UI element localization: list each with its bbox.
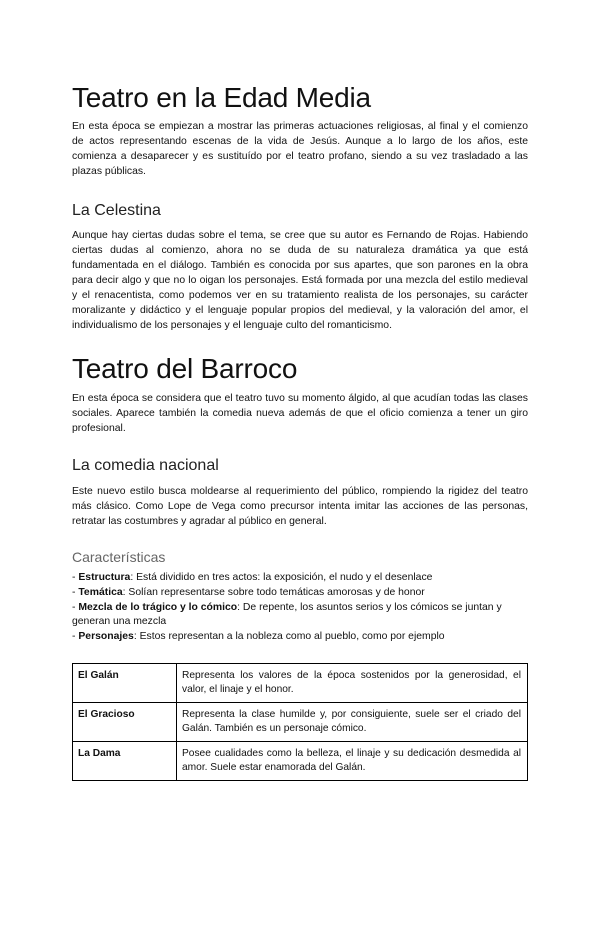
bullet-prefix: - bbox=[72, 601, 79, 613]
list-item bbox=[72, 571, 528, 586]
subsection-title-comedia: La comedia nacional bbox=[72, 457, 219, 474]
bullet-prefix: - bbox=[72, 586, 79, 598]
item-label: Temática bbox=[78, 586, 123, 598]
item-label: Mezcla de lo trágico y lo cómico bbox=[78, 601, 238, 613]
characters-table bbox=[72, 663, 528, 781]
celestina-text: Aunque hay ciertas dudas sobre el tema, se cree que su autor es Fernando de Rojas. Habiendo ciertas dudas al comienzo, ahora no se duda de su naturaleza dramática ya que está fundamentada en el diálogo. También es conocida por sus apartes, que son parones en la obra para decir algo y que no lo oigan los personajes. Está formada por una mezcla del estilo medieval y el renacentista, como podemos ver en su tratamiento realista de los personajes, su carácter moralizante y didáctico y el lenguaje popular propios del medieval, y la valoración del amor, el individualismo de los personajes y el lenguaje culto del romanticismo. bbox=[72, 230, 528, 331]
table-row bbox=[73, 702, 528, 741]
comedia-text: Este nuevo estilo busca moldearse al requerimiento del público, rompiendo la rigidez del teatro más clásico. Como Lope de Vega como precursor intenta imitar las acciones de las personas, retratar las costumbres y agradar al público en general. bbox=[72, 486, 528, 527]
characteristics-list bbox=[72, 571, 528, 645]
subsection-title-celestina: La Celestina bbox=[72, 202, 161, 219]
role-description: Representa los valores de la época sostenidos por la generosidad, el valor, el linaje y el honor. bbox=[177, 663, 528, 702]
role-name: El Galán bbox=[73, 663, 177, 702]
characteristics-title: Características bbox=[72, 549, 166, 565]
role-name: La Dama bbox=[73, 741, 177, 780]
list-item bbox=[72, 601, 528, 631]
bullet-prefix: - bbox=[72, 631, 79, 643]
table-row bbox=[73, 663, 528, 702]
item-label: Estructura bbox=[78, 572, 131, 583]
document-page bbox=[0, 82, 600, 930]
item-text: : De repente, los asuntos serios y los cómicos se juntan y generan una mezcla bbox=[72, 601, 502, 628]
bullet-prefix: - bbox=[72, 572, 79, 583]
edad-media-intro: En esta época se empiezan a mostrar las primeras actuaciones religiosas, al final y el comienzo de actos representando escenas de la vida de Jesús. Aunque a lo largo de los años, este comienza a desaparecer y es sustituído por el teatro profano, siendo a su vez trasladado a las plazas públicas. bbox=[72, 121, 528, 177]
section-title-edad-media: Teatro en la Edad Media bbox=[72, 82, 371, 113]
section-title-barroco: Teatro del Barroco bbox=[72, 353, 298, 384]
item-label: Personajes bbox=[78, 631, 134, 643]
role-description: Representa la clase humilde y, por consiguiente, suele ser el criado del Galán. También es un personaje cómico. bbox=[177, 702, 528, 741]
barroco-intro: En esta época se considera que el teatro tuvo su momento álgido, al que acudían todas las clases sociales. Aparece también la comedia nueva además de que el oficio comienza a tener un giro profesional. bbox=[72, 393, 528, 434]
role-name: El Gracioso bbox=[73, 702, 177, 741]
list-item bbox=[72, 586, 528, 601]
list-item bbox=[72, 630, 528, 645]
table-row bbox=[73, 741, 528, 780]
item-text: : Estos representan a la nobleza como al pueblo, como por ejemplo bbox=[133, 631, 445, 643]
item-text: : Solían representarse sobre todo temáticas amorosas y de honor bbox=[122, 586, 425, 598]
role-description: Posee cualidades como la belleza, el linaje y su dedicación desmedida al amor. Suele estar enamorada del Galán. bbox=[177, 741, 528, 780]
item-text: : Está dividido en tres actos: la exposición, el nudo y el desenlace bbox=[130, 572, 433, 583]
